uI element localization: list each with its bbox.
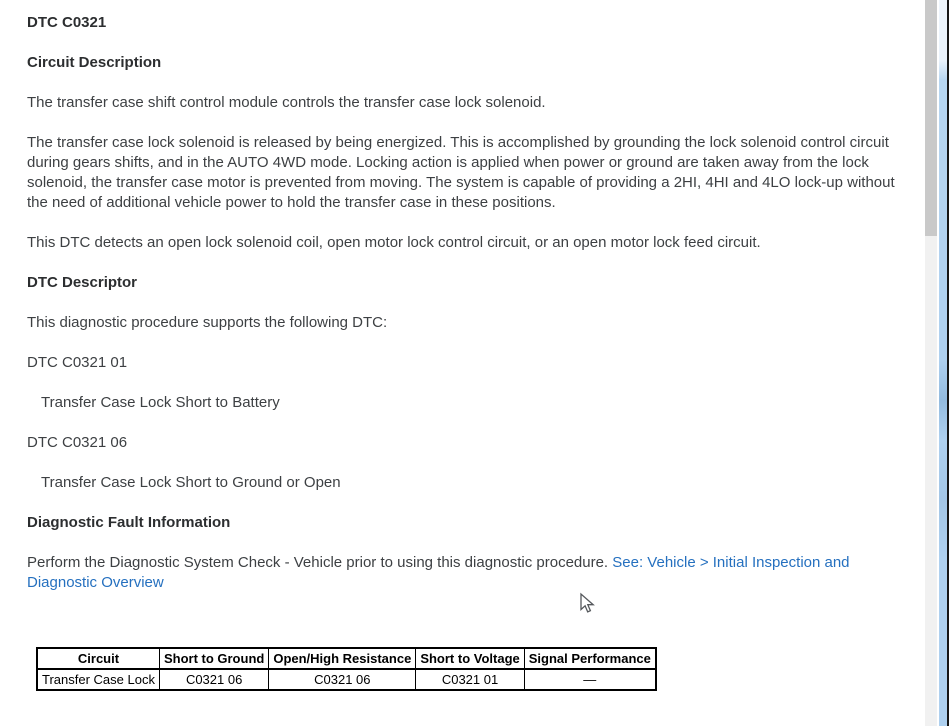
- initial-inspection-overview-link[interactable]: See: Vehicle > Initial Inspection and Diagnostic Overview: [27, 554, 850, 591]
- paragraph-dtc-detects: This DTC detects an open lock solenoid coil, open motor lock control circuit, or an open motor lock feed circuit.: [27, 234, 761, 251]
- paragraph-procedure-supports: This diagnostic procedure supports the following DTC:: [27, 314, 388, 331]
- page-title: DTC C0321: [27, 14, 107, 31]
- paragraph-perform-check: [27, 553, 905, 593]
- column-header-short-to-voltage: Short to Voltage: [416, 648, 524, 669]
- vertical-scrollbar-thumb[interactable]: [925, 0, 937, 236]
- column-header-short-to-ground: Short to Ground: [159, 648, 268, 669]
- fault-table-data-row: [37, 669, 656, 690]
- section-heading-dtc-descriptor: DTC Descriptor: [27, 274, 138, 291]
- dtc-code-06: DTC C0321 06: [27, 434, 128, 451]
- section-heading-diagnostic-fault-information: Diagnostic Fault Information: [27, 514, 231, 531]
- section-heading-circuit-description: Circuit Description: [27, 54, 162, 71]
- paragraph-module-controls: The transfer case shift control module controls the transfer case lock solenoid.: [27, 94, 546, 111]
- dtc-code-01-description: Transfer Case Lock Short to Battery: [41, 394, 280, 411]
- column-header-signal-performance: Signal Performance: [524, 648, 656, 669]
- fault-table-header-row: [37, 648, 656, 669]
- document-content: [27, 13, 905, 691]
- vertical-scrollbar-track[interactable]: [925, 0, 937, 726]
- dtc-code-01: DTC C0321 01: [27, 354, 128, 371]
- dtc-code-06-description: Transfer Case Lock Short to Ground or Open: [41, 474, 341, 491]
- perform-check-text: Perform the Diagnostic System Check - Vehicle prior to using this diagnostic procedure.: [27, 554, 609, 571]
- column-header-open-high-resistance: Open/High Resistance: [269, 648, 416, 669]
- diagnostic-fault-table: [36, 647, 657, 691]
- cell-signal-performance-value: —: [524, 669, 656, 690]
- paragraph-solenoid-operation: The transfer case lock solenoid is released by being energized. This is accomplished by grounding the lock solenoid control circuit during gears shifts, and in the AUTO 4WD mode. Locking action is applied when power or ground are taken away from the lock solenoid, the transfer case motor is prevented from moving. The system is capable of providing a 2HI, 4HI and 4LO lock-up without the need of additional vehicle power to hold the transfer case in these positions.: [27, 134, 895, 211]
- cell-short-to-ground-code: C0321 06: [159, 669, 268, 690]
- cell-circuit-name: Transfer Case Lock: [37, 669, 159, 690]
- cell-short-to-voltage-code: C0321 01: [416, 669, 524, 690]
- cell-open-high-resistance-code: C0321 06: [269, 669, 416, 690]
- window-edge-strip: [939, 0, 947, 726]
- column-header-circuit: Circuit: [37, 648, 159, 669]
